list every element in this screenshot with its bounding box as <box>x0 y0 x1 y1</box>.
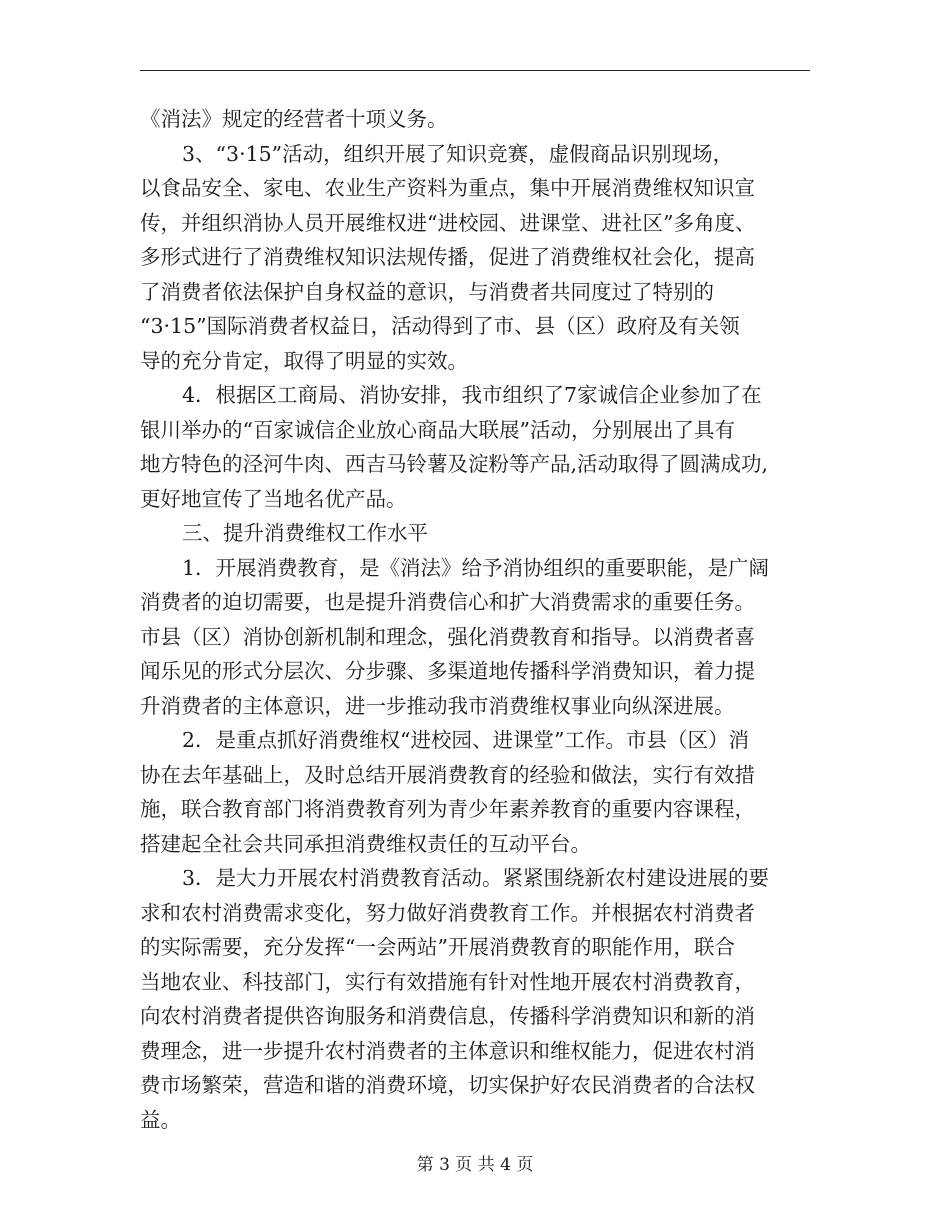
text-line: 以食品安全、家电、农业生产资料为重点，集中开展消费维权知识宣 <box>140 176 755 200</box>
text-line: 施，联合教育部门将消费教育列为青少年素养教育的重要内容课程， <box>140 797 755 821</box>
text-line: 向农村消费者提供咨询服务和消费信息，传播科学消费知识和新的消 <box>140 1004 755 1028</box>
text-line: 当地农业、科技部门，实行有效措施有针对性地开展农村消费教育， <box>140 969 755 994</box>
text-line: 4．根据区工商局、消协安排，我市组织了7家诚信企业参加了在 <box>182 383 762 407</box>
text-line: 了消费者依法保护自身权益的意识，与消费者共同度过了特别的 <box>140 279 714 304</box>
text-line: 《消法》规定的经营者十项义务。 <box>140 107 448 131</box>
text-line: 协在去年基础上，及时总结开展消费教育的经验和做法，实行有效措 <box>140 762 755 787</box>
text-line: 3、“3·15”活动，组织开展了知识竞赛，虚假商品识别现场， <box>182 141 734 166</box>
text-line: 费市场繁荣，营造和谐的消费环境，切实保护好农民消费者的合法权 <box>140 1073 755 1097</box>
header-rule <box>140 70 810 71</box>
text-line: 地方特色的泾河牛肉、西吉马铃薯及淀粉等产品,活动取得了圆满成功, <box>140 452 769 476</box>
text-line: 消费者的迫切需要，也是提升消费信心和扩大消费需求的重要任务。 <box>140 590 755 614</box>
text-line: 3．是大力开展农村消费教育活动。紧紧围绕新农村建设进展的要 <box>182 866 770 890</box>
text-line: 银川举办的“百家诚信企业放心商品大联展”活动，分别展出了具有 <box>140 417 735 442</box>
text-line: 的实际需要，充分发挥“一会两站”开展消费教育的职能作用，联合 <box>140 935 735 959</box>
text-line: 传，并组织消协人员开展维权进“进校园、进课堂、进社区”多角度、 <box>140 210 756 235</box>
text-line: 求和农村消费需求变化，努力做好消费教育工作。并根据农村消费者 <box>140 900 755 925</box>
text-line: 三、提升消费维权工作水平 <box>182 521 428 545</box>
text-line: 2．是重点抓好消费维权“进校园、进课堂”工作。市县（区）消 <box>182 728 750 752</box>
page-number-footer: 第 3 页 共 4 页 <box>416 1155 534 1175</box>
text-line: 导的充分肯定，取得了明显的实效。 <box>140 348 468 373</box>
text-line: 市县（区）消协创新机制和理念，强化消费教育和指导。以消费者喜 <box>140 624 755 649</box>
document-body <box>140 102 812 1137</box>
text-line: “3·15”国际消费者权益日，活动得到了市、县（区）政府及有关领 <box>140 314 740 338</box>
text-line: 费理念，进一步提升农村消费者的主体意识和维权能力，促进农村消 <box>140 1038 755 1063</box>
text-line: 搭建起全社会共同承担消费维权责任的互动平台。 <box>140 831 591 856</box>
text-line: 闻乐见的形式分层次、分步骤、多渠道地传播科学消费知识，着力提 <box>140 659 755 683</box>
text-line: 多形式进行了消费维权知识法规传播，促进了消费维权社会化，提高 <box>140 245 755 269</box>
text-line: 1．开展消费教育，是《消法》给予消协组织的重要职能，是广阔 <box>182 555 770 580</box>
text-line: 升消费者的主体意识，进一步推动我市消费维权事业向纵深进展。 <box>140 693 735 718</box>
text-line: 益。 <box>140 1107 181 1132</box>
text-line: 更好地宣传了当地名优产品。 <box>140 486 407 511</box>
